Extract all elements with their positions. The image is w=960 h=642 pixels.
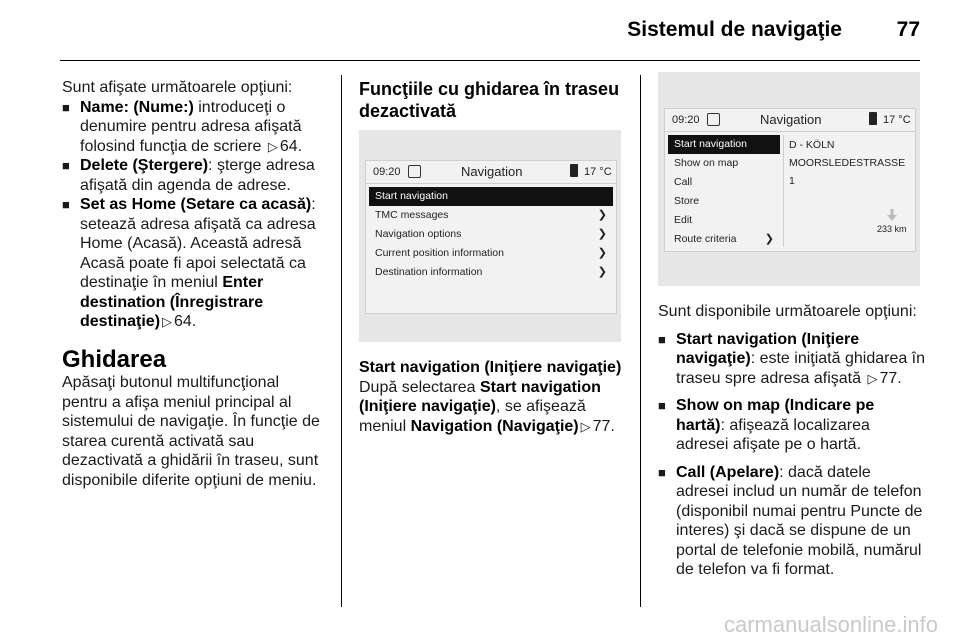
menu-item-store[interactable] — [668, 192, 780, 211]
menu-item-label: Destination information — [375, 266, 483, 278]
enter-destination-label: Enter destination (Înregistrare destinaţie) — [80, 274, 264, 330]
menu-item-start-navigation[interactable] — [668, 135, 780, 154]
ghidarea-paragraph: Apăsaţi butonul multifuncţional pentru a afişa meniul principal al sistemului de navigaţie. În funcţie de starea curentă activată sau dezactivată a ghidării în traseu, sunt disponibile diferite opţiuni de meniu. — [62, 374, 320, 489]
para-bold: Start navigation (Iniţiere navigaţie) — [359, 378, 601, 415]
menu-item-navigation-options[interactable] — [369, 225, 613, 244]
chevron-right-icon: ❯ — [597, 209, 607, 221]
options-intro: Sunt afişate următoarele opţiuni: — [62, 79, 293, 96]
column-2-lower — [359, 358, 627, 436]
section-heading-ghidarea: Ghidarea — [62, 345, 167, 373]
screen-menu — [668, 135, 780, 249]
direction-arrow-icon — [887, 209, 897, 221]
menu-item-call[interactable] — [668, 173, 780, 192]
menu-item-label: TMC messages — [375, 209, 449, 221]
para-text: După selectarea — [359, 378, 480, 396]
page-ref-icon: ▷ — [867, 370, 878, 386]
subheading-start-navigation: Start navigation (Iniţiere navigaţie) — [359, 359, 622, 376]
menu-item-start-navigation[interactable] — [369, 187, 613, 206]
option-label: Start navigation (Iniţiere navigaţie) — [676, 330, 860, 367]
address-pane — [789, 136, 905, 190]
menu-item-edit[interactable] — [668, 211, 780, 230]
option-desc: : este iniţiată ghidarea în traseu spre adresa afişată — [676, 350, 926, 387]
watermark: carmanualsonline.info — [723, 612, 938, 637]
menu-item-label: Edit — [674, 214, 693, 226]
options-intro: Sunt disponibile următoarele opţiuni: — [658, 303, 917, 320]
option-name-label: Name: (Nume:) — [80, 98, 194, 116]
option-show-on-map — [658, 396, 926, 455]
page-header — [0, 0, 960, 62]
option-label: Show on map (Indicare pe hartă) — [676, 397, 875, 434]
nav-screen-image-2 — [658, 72, 920, 286]
menu-item-tmc-messages[interactable] — [369, 206, 613, 225]
chevron-right-icon: ❯ — [597, 266, 607, 278]
page-ref-icon: ▷ — [580, 418, 591, 434]
screen-status-bar — [366, 161, 616, 184]
option-label: Call (Apelare) — [676, 463, 780, 481]
start-navigation-paragraph — [359, 378, 627, 437]
nav-screen-image-1 — [359, 130, 621, 342]
phone-icon — [570, 164, 578, 177]
menu-item-label: Route criteria — [674, 233, 737, 245]
menu-item-label: Call — [674, 176, 693, 188]
option-call — [658, 463, 926, 580]
screen-title: Navigation — [760, 112, 822, 127]
chevron-right-icon: ❯ — [597, 247, 607, 259]
option-desc: : afişează localizarea adresei afişate pe o hartă. — [676, 416, 870, 453]
menu-item-current-position[interactable] — [369, 244, 613, 263]
option-delete — [62, 156, 328, 195]
page-ref[interactable]: 77. — [592, 417, 615, 435]
option-start-navigation — [658, 330, 926, 389]
option-set-home-label: Set as Home (Setare ca acasă) — [80, 196, 312, 213]
menu-item-label: Current position information — [375, 247, 504, 259]
option-set-home-desc: : setează adresa afişată ca adresa Home (Acasă). Această adresă Acasă poate fi apoi selectată ca destinaţie în meniul — [80, 196, 316, 291]
para-bold: Navigation (Navigaţie) — [410, 417, 579, 435]
menu-item-destination-info[interactable] — [369, 263, 613, 282]
navigation-status-icon — [707, 113, 720, 126]
menu-item-label: Store — [674, 195, 700, 207]
screen-temperature: 17 °C — [584, 166, 612, 178]
navigation-status-icon — [408, 165, 421, 178]
page-number: 77 — [896, 18, 920, 41]
phone-icon — [869, 112, 877, 125]
address-number: 1 — [789, 175, 795, 187]
nav-screen-1 — [365, 160, 617, 314]
menu-item-label: Start navigation — [674, 138, 747, 150]
screen-status-bar — [665, 109, 915, 132]
column-divider-1 — [341, 75, 342, 607]
distance-value: 233 km — [877, 224, 907, 234]
menu-item-show-on-map[interactable] — [668, 154, 780, 173]
page-ref-icon: ▷ — [162, 314, 173, 329]
menu-item-route-criteria[interactable] — [668, 230, 780, 249]
screen-divider — [783, 135, 784, 247]
column-2 — [359, 78, 627, 122]
page-ref[interactable]: 77. — [879, 369, 902, 387]
screen-time: 09:20 — [672, 114, 700, 126]
page-ref-icon: ▷ — [267, 138, 278, 154]
column-divider-2 — [640, 75, 641, 607]
chevron-right-icon: ❯ — [764, 233, 774, 245]
column-1 — [62, 78, 328, 490]
column-3 — [658, 302, 926, 580]
menu-item-label: Navigation options — [375, 228, 462, 240]
nav-screen-2 — [664, 108, 916, 252]
address-street: MOORSLEDESTRASSE — [789, 157, 906, 169]
address-city: D - KÖLN — [789, 139, 835, 151]
header-rule — [60, 60, 920, 61]
option-name-ref[interactable]: 64. — [279, 137, 303, 155]
menu-item-label: Start navigation — [375, 190, 448, 202]
option-set-home — [62, 195, 328, 332]
chevron-right-icon: ❯ — [597, 228, 607, 240]
screen-time: 09:20 — [373, 166, 401, 178]
screen-temperature: 17 °C — [883, 114, 911, 126]
option-delete-desc: : şterge adresa afişată din agenda de adrese. — [80, 157, 315, 194]
page-title: Sistemul de navigaţie — [627, 18, 842, 41]
screen-menu — [366, 184, 616, 282]
option-name-desc: introduceţi o denumire pentru adresa afişată folosind funcţia de scriere — [80, 98, 302, 155]
option-desc: : dacă datele adresei includ un număr de telefon (disponibil numai pentru Puncte de interes) şi dacă se dispune de un portal de telefonie mobilă, numărul de telefon va fi format. — [676, 463, 923, 578]
option-name — [62, 98, 328, 157]
option-set-home-ref[interactable]: 64. — [174, 313, 197, 330]
menu-item-label: Show on map — [674, 157, 739, 169]
option-delete-label: Delete (Ştergere) — [80, 157, 209, 174]
screen-title: Navigation — [461, 164, 523, 179]
section-heading-functions: Funcţiile cu ghidarea în traseu dezactivată — [359, 79, 620, 121]
para-text: , se afişează meniul — [359, 398, 586, 435]
